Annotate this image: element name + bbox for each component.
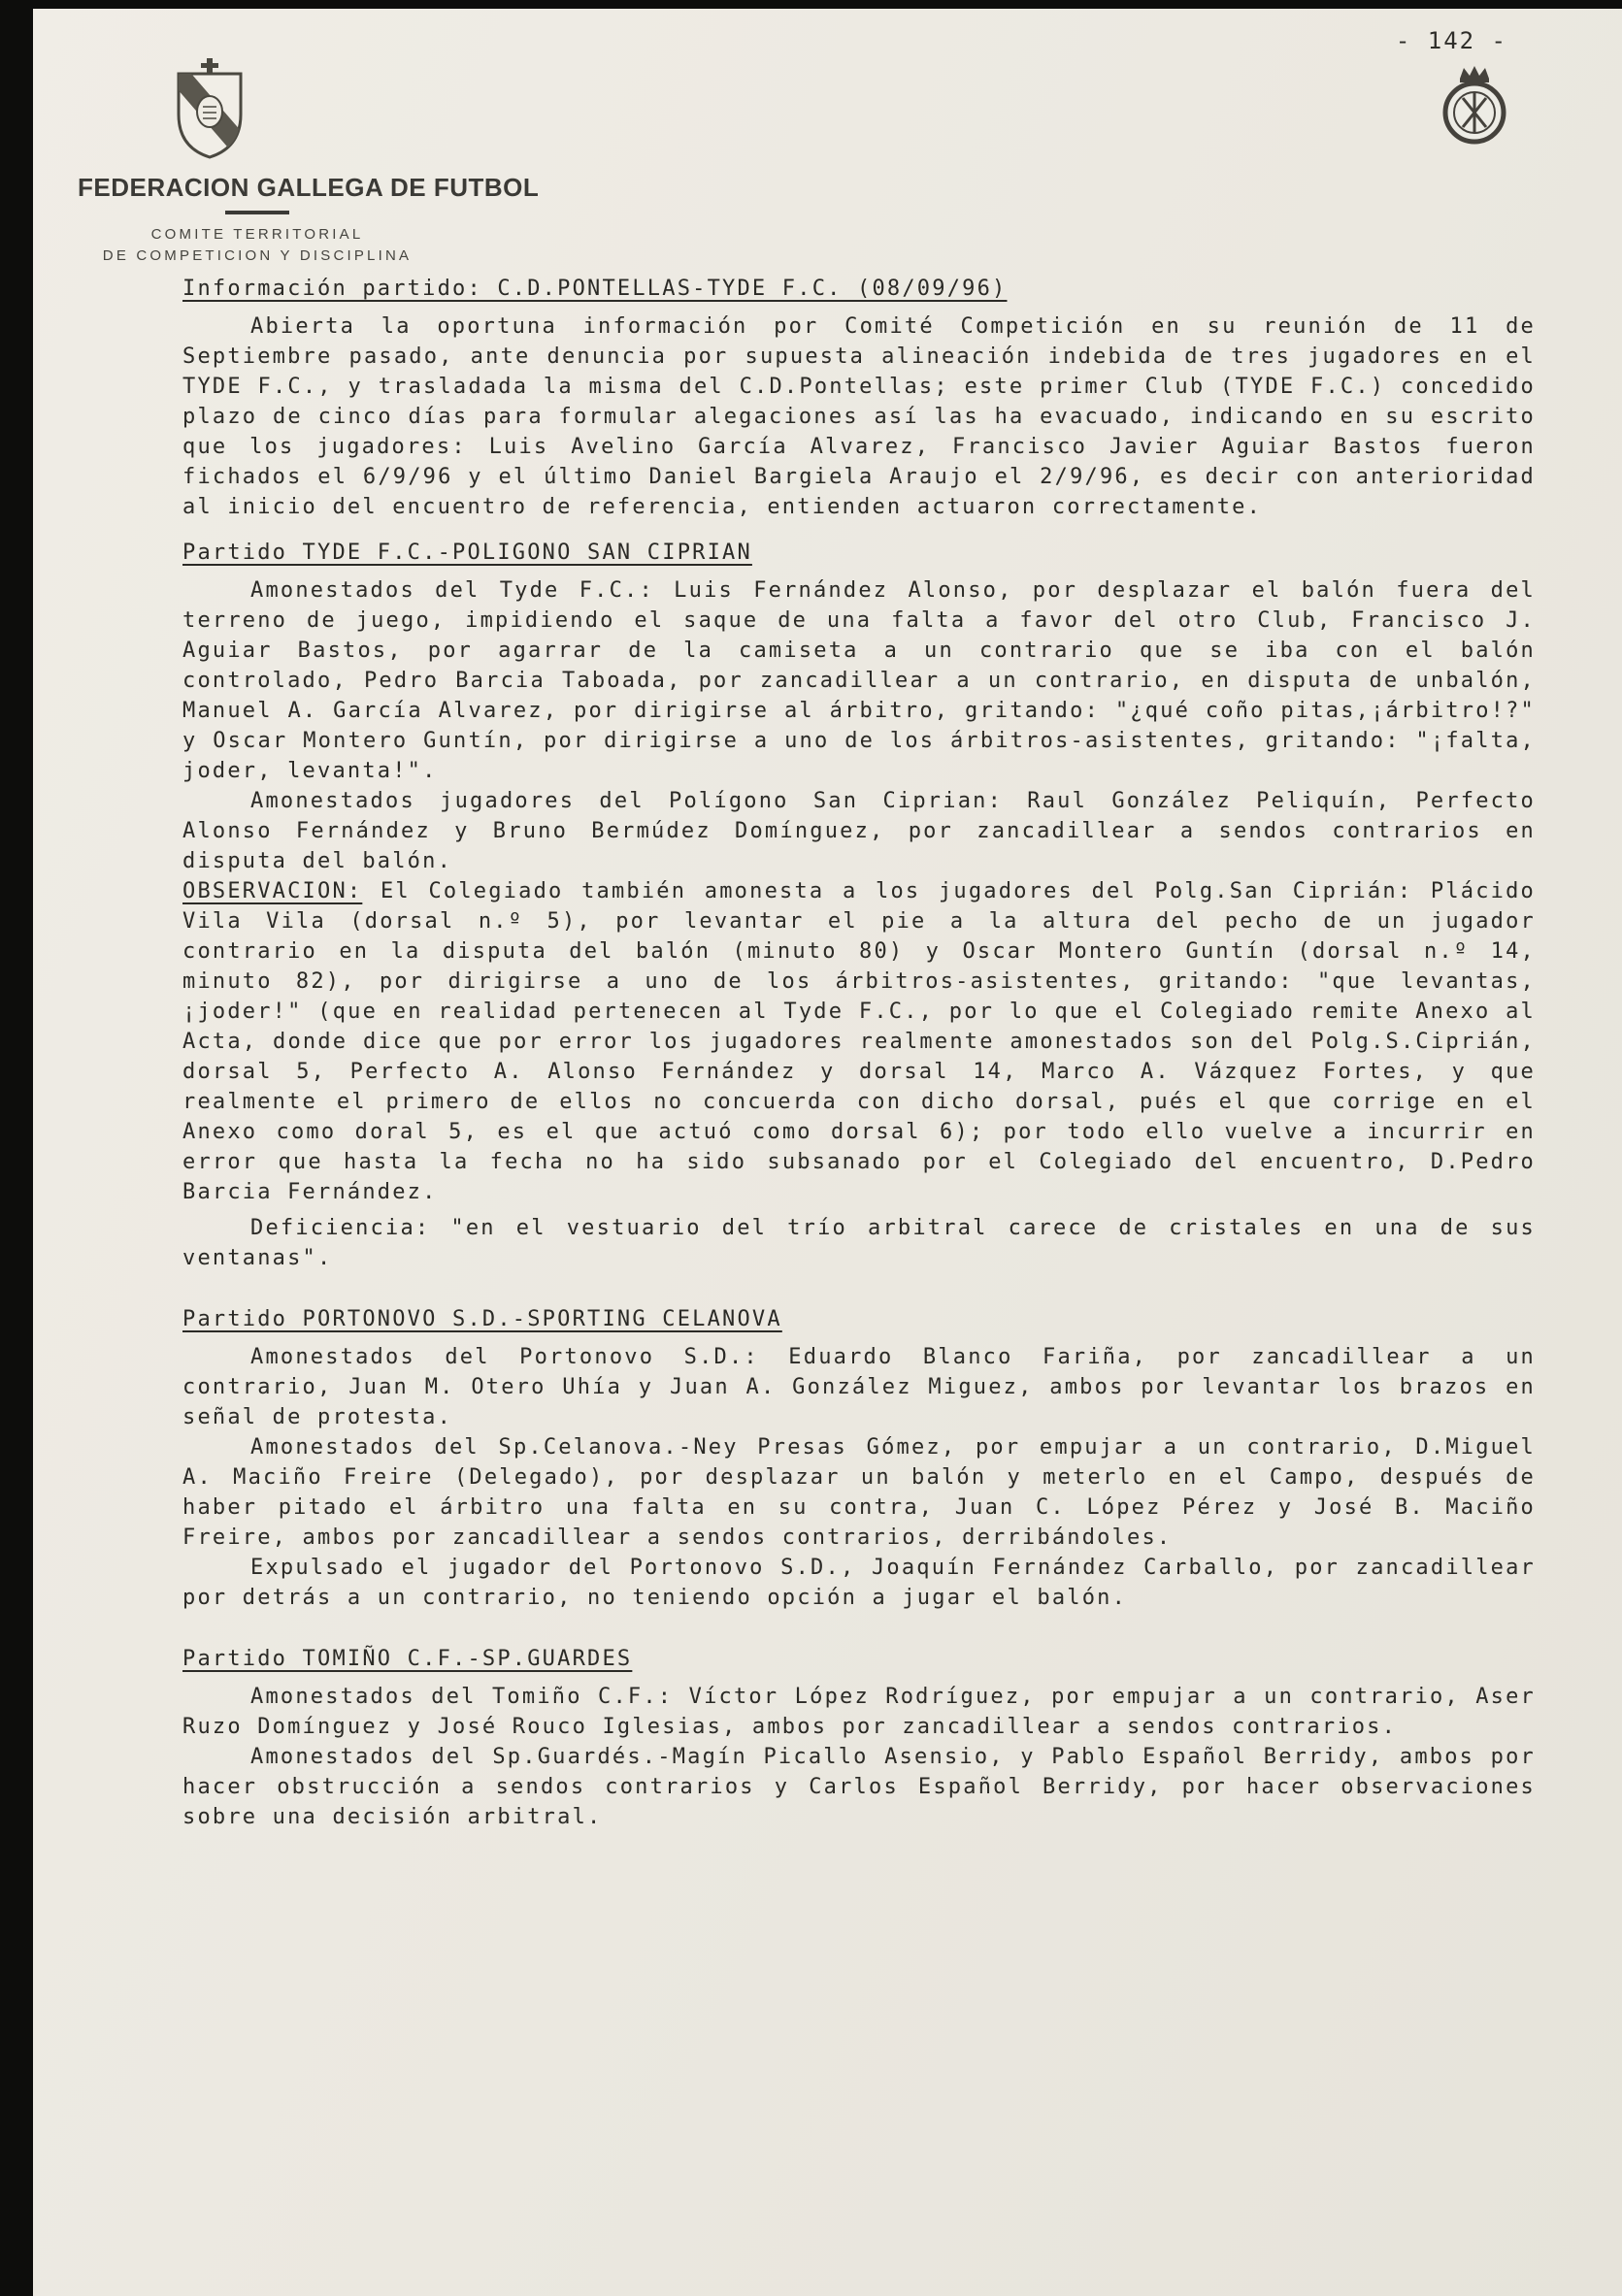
club-crest-logo [1436,62,1513,149]
page-number: - 142 - [1395,27,1507,54]
paragraph: Amonestados del Portonovo S.D.: Eduardo Blanco Fariña, por zancadillear a un contrario, Juan M. Otero Uhía y Juan A. González Miguez, ambos por levantar los brazos en señal de protesta. [182,1345,1536,1429]
section-heading: Partido TOMIÑO C.F.-SP.GUARDES [182,1647,633,1671]
section-informacion-partido [182,274,1536,522]
section-portonovo-celanova [182,1304,1536,1613]
section-heading: Información partido: C.D.PONTELLAS-TYDE F.C. (08/09/96) [182,277,1008,301]
paragraph: Amonestados del Sp.Celanova.-Ney Presas Gómez, por empujar a un contrario, D.Miguel A. Maciño Freire (Delegado), por desplazar un balón y meterlo en el Campo, después de haber pitado el árbitro una falta en su contra, Juan C. López Pérez y José B. Maciño Freire, ambos por zancadillear a sendos contrarios, derribándoles. [182,1435,1536,1550]
paragraph: Expulsado el jugador del Portonovo S.D., Joaquín Fernández Carballo, por zancadillear por detrás a un contrario, no teniendo opción a jugar el balón. [182,1556,1536,1610]
paragraph: Amonestados del Tyde F.C.: Luis Fernández Alonso, por desplazar el balón fuera del terreno de juego, impidiendo el saque de una falta a favor del otro Club, Francisco J. Aguiar Bastos, por agarrar de la camiseta a un contrario que se iba con el balón controlado, Pedro Barcia Taboada, por zancadillear a un contrario, en disputa de unbalón, Manuel A. García Alvarez, por dirigirse al árbitro, gritando: "¿qué coño pitas,¡árbitro!?" y Oscar Montero Guntín, por dirigirse a uno de los árbitros-asistentes, gritando: "¡falta, joder, levanta!". [182,578,1536,783]
section-tomino-guardes [182,1644,1536,1832]
paragraph: Amonestados del Sp.Guardés.-Magín Picallo Asensio, y Pablo Español Berridy, ambos por hacer obstrucción a sendos contrarios y Carlos Español Berridy, por hacer observaciones sobre una decisión arbitral. [182,1745,1536,1829]
paragraph: Deficiencia: "en el vestuario del trío arbitral carece de cristales en una de sus ventanas". [182,1216,1536,1270]
observacion-label: OBSERVACION: [182,879,363,903]
paragraph: Abierta la oportuna información por Comité Competición en su reunión de 11 de Septiembre pasado, ante denuncia por supuesta alineación indebida de tres jugadores en el TYDE F.C., y trasladada la misma del C.D.Pontellas; este primer Club (TYDE F.C.) concedido plazo de cinco días para formular alegaciones así las ha evacuado, indicando en su escrito que los jugadores: Luis Avelino García Alvarez, Francisco Javier Aguiar Bastos fueron fichados el 6/9/96 y el último Daniel Bargiela Araujo el 2/9/96, es decir con anterioridad al inicio del encuentro de referencia, entienden actuaron correctamente. [182,314,1536,519]
letterhead-sub [78,211,437,267]
paragraph: Amonestados jugadores del Polígono San Ciprian: Raul González Peliquín, Perfecto Alonso Fernández y Bruno Bermúdez Domínguez, por zancadillear a sendos contrarios en disputa del balón. [182,789,1536,873]
section-heading: Partido TYDE F.C.-POLIGONO SAN CIPRIAN [182,541,752,565]
committee-line-2: DE COMPETICION Y DISCIPLINA [102,247,413,264]
scan-edge-left [0,0,33,2296]
paragraph-observacion [182,876,1536,1207]
section-heading: Partido PORTONOVO S.D.-SPORTING CELANOVA [182,1307,782,1331]
observacion-text: El Colegiado también amonesta a los jugadores del Polg.San Ciprián: Plácido Vila Vila (dorsal n.º 5), por levantar el pie a la altura del pecho de un jugador contrario en la disputa del balón (minuto 80) y Oscar Montero Guntín (dorsal n.º 14, minuto 82), por dirigirse a uno de los árbitros-asistentes, gritando: "que levantas,¡joder!" (que en realidad pertenecen al Tyde F.C., por lo que el Colegiado remite Anexo al Acta, donde dice que por error los jugadores realmente amonestados son del Polg.S.Ciprián, dorsal 5, Perfecto A. Alonso Fernández y dorsal 14, Marco A. Vázquez Fortes, y que realmente el primero de ellos no concuerda con dicho dorsal, pués el que corrige en el Anexo como doral 5, es el que actuó como dorsal 6); por todo ello vuelve a incurrir en error que hasta la fecha no ha sido subsanado por el Colegiado del encuentro, D.Pedro Barcia Fernández. [182,879,1536,1204]
org-name: FEDERACION GALLEGA DE FUTBOL [78,173,540,202]
scan-edge-top [0,0,1622,9]
paragraph: Amonestados del Tomiño C.F.: Víctor López Rodríguez, por empujar a un contrario, Aser Ruzo Domínguez y José Rouco Iglesias, ambos por zancadillear a sendos contrarios. [182,1685,1536,1739]
section-tyde-poligono [182,538,1536,1273]
document-body [182,274,1536,1832]
letterhead [78,173,540,267]
fgf-shield-logo [171,56,248,163]
committee-line-1: COMITE TERRITORIAL [150,226,364,243]
letterhead-rule [225,211,289,214]
